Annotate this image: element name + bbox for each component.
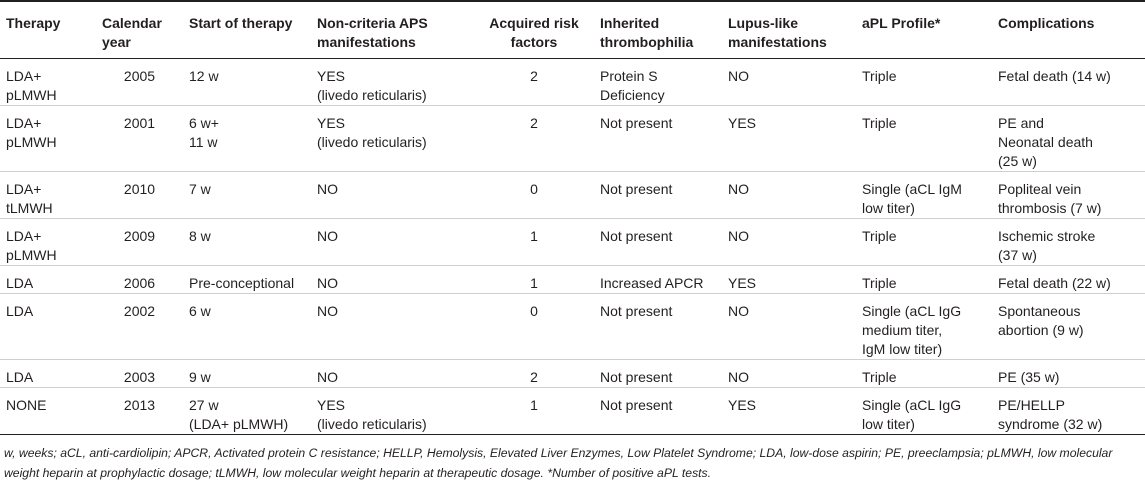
- cell-inherited-thrombophilia: Not present: [594, 359, 722, 387]
- cell-lupus-like: YES: [722, 265, 856, 293]
- cell-lupus-like: NO: [722, 293, 856, 359]
- cell-lupus-like: NO: [722, 171, 856, 218]
- header-lupus-like: Lupus-like manifestations: [722, 1, 856, 58]
- cell-inherited-thrombophilia: Not present: [594, 171, 722, 218]
- cell-therapy: LDA+ pLMWH: [0, 105, 96, 171]
- cell-non-criteria-aps: NO: [311, 171, 474, 218]
- cell-complications: Fetal death (22 w): [992, 265, 1145, 293]
- cell-apl-profile: Triple: [856, 359, 992, 387]
- cell-calendar-year: 2009: [96, 218, 183, 265]
- cell-complications: Ischemic stroke (37 w): [992, 218, 1145, 265]
- cell-inherited-thrombophilia: Increased APCR: [594, 265, 722, 293]
- cell-lupus-like: YES: [722, 105, 856, 171]
- table-row: [0, 387, 1145, 434]
- cell-acquired-risk-factors: 1: [474, 265, 594, 293]
- cell-therapy: LDA: [0, 359, 96, 387]
- cell-therapy: LDA+ pLMWH: [0, 58, 96, 105]
- cell-therapy: LDA: [0, 293, 96, 359]
- cell-therapy: LDA+ tLMWH: [0, 171, 96, 218]
- cell-start-of-therapy: 12 w: [183, 58, 311, 105]
- table-row: [0, 265, 1145, 293]
- cell-start-of-therapy: 6 w+ 11 w: [183, 105, 311, 171]
- cell-non-criteria-aps: NO: [311, 359, 474, 387]
- cell-acquired-risk-factors: 2: [474, 359, 594, 387]
- cell-apl-profile: Triple: [856, 218, 992, 265]
- cell-lupus-like: NO: [722, 359, 856, 387]
- table-row: [0, 58, 1145, 105]
- header-apl-profile: aPL Profile*: [856, 1, 992, 58]
- table-row: [0, 218, 1145, 265]
- cell-acquired-risk-factors: 2: [474, 105, 594, 171]
- cell-lupus-like: NO: [722, 218, 856, 265]
- cell-apl-profile: Single (aCL IgG low titer): [856, 387, 992, 434]
- table-footnote: w, weeks; aCL, anti-cardiolipin; APCR, Activated protein C resistance; HELLP, Hemolysis, Elevated Liver Enzymes, Low Platelet Syndrome; LDA, low-dose aspirin; PE, preeclampsia; pLMWH, low molecular weight heparin at prophylactic dosage; tLMWH, low molecular weight heparin at therapeutic dosage. *Number of positive aPL tests.: [4, 445, 1113, 480]
- cell-complications: Popliteal vein thrombosis (7 w): [992, 171, 1145, 218]
- header-start-of-therapy: Start of therapy: [183, 1, 311, 58]
- cell-complications: PE and Neonatal death (25 w): [992, 105, 1145, 171]
- cell-inherited-thrombophilia: Not present: [594, 105, 722, 171]
- cell-acquired-risk-factors: 2: [474, 58, 594, 105]
- cell-non-criteria-aps: YES (livedo reticularis): [311, 387, 474, 434]
- cell-start-of-therapy: 27 w (LDA+ pLMWH): [183, 387, 311, 434]
- cell-calendar-year: 2002: [96, 293, 183, 359]
- cell-non-criteria-aps: NO: [311, 218, 474, 265]
- cell-calendar-year: 2005: [96, 58, 183, 105]
- cell-acquired-risk-factors: 0: [474, 293, 594, 359]
- cell-start-of-therapy: 8 w: [183, 218, 311, 265]
- cell-acquired-risk-factors: 1: [474, 387, 594, 434]
- cell-inherited-thrombophilia: Not present: [594, 387, 722, 434]
- cell-complications: Spontaneous abortion (9 w): [992, 293, 1145, 359]
- cell-therapy: LDA: [0, 265, 96, 293]
- table-row: [0, 171, 1145, 218]
- cell-apl-profile: Triple: [856, 58, 992, 105]
- table-row: [0, 105, 1145, 171]
- cell-start-of-therapy: 9 w: [183, 359, 311, 387]
- header-complications: Complications: [992, 1, 1145, 58]
- cell-therapy: LDA+ pLMWH: [0, 218, 96, 265]
- cell-calendar-year: 2003: [96, 359, 183, 387]
- cell-complications: Fetal death (14 w): [992, 58, 1145, 105]
- cell-non-criteria-aps: NO: [311, 265, 474, 293]
- header-acquired-risk-factors: Acquired risk factors: [474, 1, 594, 58]
- header-inherited-thrombophilia: Inherited thrombophilia: [594, 1, 722, 58]
- cell-acquired-risk-factors: 1: [474, 218, 594, 265]
- cell-inherited-thrombophilia: Not present: [594, 218, 722, 265]
- cell-apl-profile: Triple: [856, 105, 992, 171]
- cell-non-criteria-aps: YES (livedo reticularis): [311, 58, 474, 105]
- cell-non-criteria-aps: YES (livedo reticularis): [311, 105, 474, 171]
- cell-start-of-therapy: Pre-conceptional: [183, 265, 311, 293]
- header-calendar-year: Calendar year: [96, 1, 183, 58]
- cell-inherited-thrombophilia: Protein S Deficiency: [594, 58, 722, 105]
- cell-apl-profile: Single (aCL IgM low titer): [856, 171, 992, 218]
- cell-start-of-therapy: 7 w: [183, 171, 311, 218]
- cell-non-criteria-aps: NO: [311, 293, 474, 359]
- cell-complications: PE/HELLP syndrome (32 w): [992, 387, 1145, 434]
- cell-lupus-like: YES: [722, 387, 856, 434]
- cell-calendar-year: 2010: [96, 171, 183, 218]
- header-row: [0, 1, 1145, 58]
- cell-lupus-like: NO: [722, 58, 856, 105]
- header-therapy: Therapy: [0, 1, 96, 58]
- header-non-criteria-aps: Non-criteria APS manifestations: [311, 1, 474, 58]
- cell-calendar-year: 2013: [96, 387, 183, 434]
- cell-apl-profile: Triple: [856, 265, 992, 293]
- cell-calendar-year: 2006: [96, 265, 183, 293]
- table-row: [0, 359, 1145, 387]
- cell-inherited-thrombophilia: Not present: [594, 293, 722, 359]
- cell-calendar-year: 2001: [96, 105, 183, 171]
- cell-start-of-therapy: 6 w: [183, 293, 311, 359]
- cell-therapy: NONE: [0, 387, 96, 434]
- table-row: [0, 293, 1145, 359]
- cell-acquired-risk-factors: 0: [474, 171, 594, 218]
- cell-complications: PE (35 w): [992, 359, 1145, 387]
- cell-apl-profile: Single (aCL IgG medium titer, IgM low titer): [856, 293, 992, 359]
